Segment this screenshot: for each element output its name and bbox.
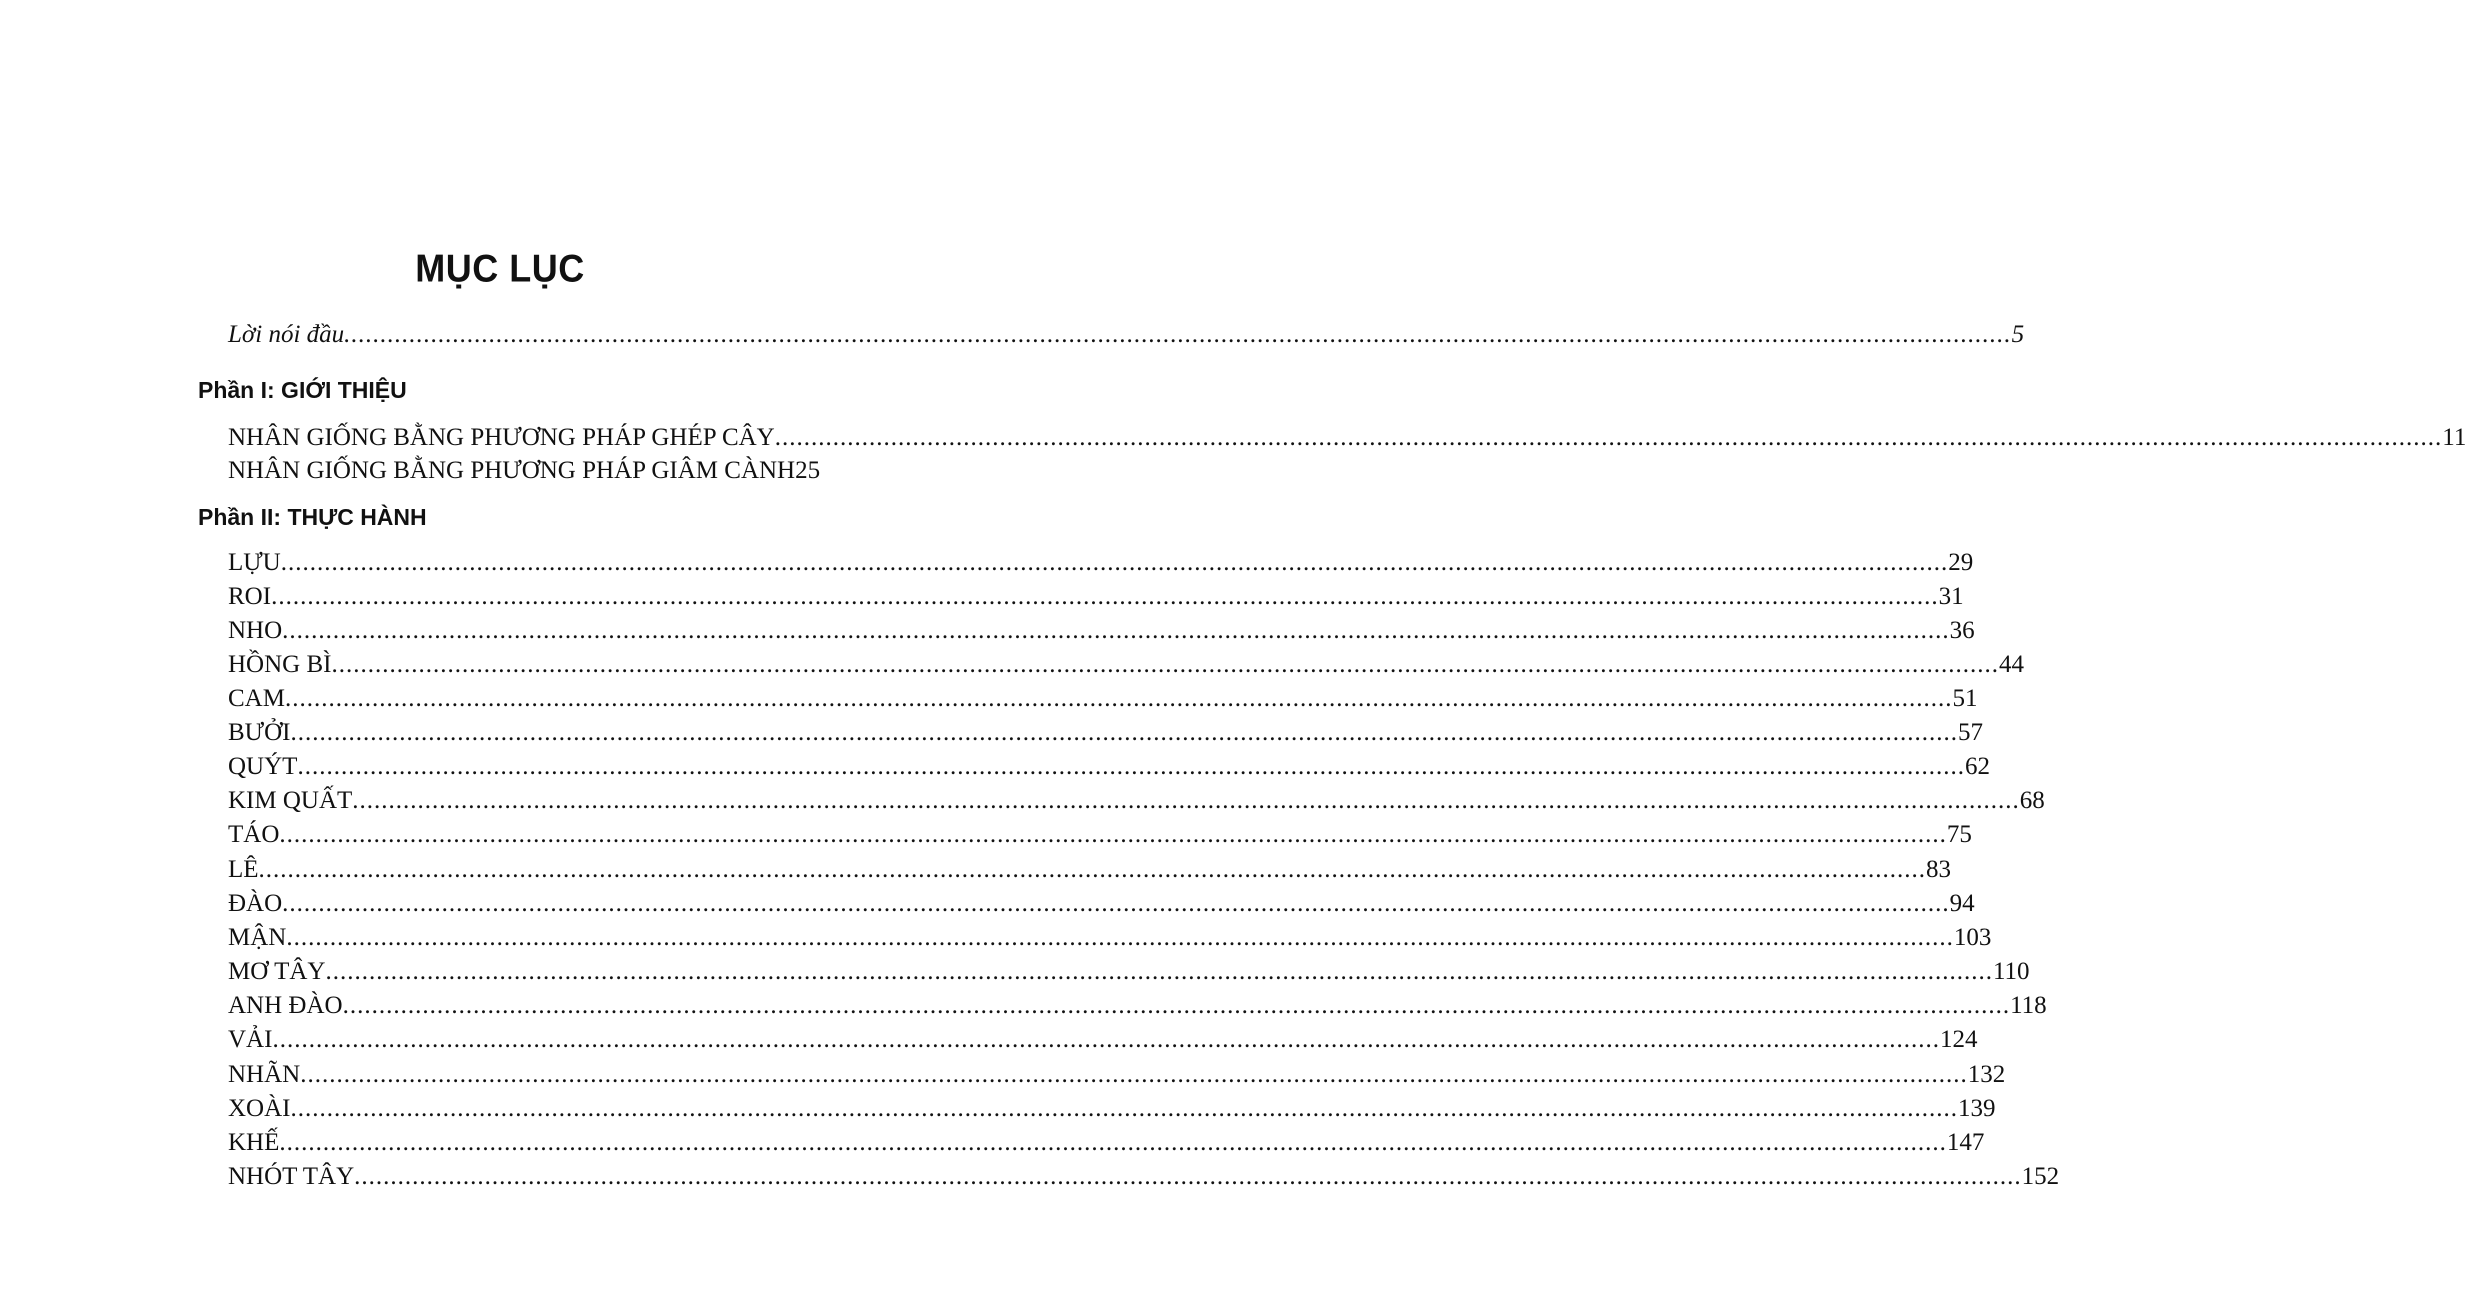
toc-leader-dots xyxy=(259,855,1927,885)
toc-entry-label: QUÝT xyxy=(228,753,298,780)
toc-leader-dots xyxy=(344,320,2012,350)
toc-entry-page: 31 xyxy=(1938,583,1964,610)
toc-entry-page: 139 xyxy=(1958,1095,1996,1122)
toc-entry[interactable] xyxy=(228,718,1983,748)
toc-leader-dots xyxy=(297,752,1965,782)
toc-entry-page: 29 xyxy=(1948,549,1974,576)
toc-entry[interactable] xyxy=(228,786,2045,816)
toc-entry-page: 11 xyxy=(2442,424,2466,451)
toc-entry-label: ĐÀO xyxy=(228,890,283,917)
toc-entry-page: 51 xyxy=(1952,685,1978,712)
part-heading-1: Phần I: GIỚI THIỆU xyxy=(198,377,407,403)
toc-entry[interactable] xyxy=(228,1025,1978,1055)
toc-entry[interactable] xyxy=(228,548,1974,578)
toc-leader-dots xyxy=(279,820,1947,850)
toc-entry-page: 118 xyxy=(2010,992,2047,1019)
toc-entry[interactable] xyxy=(228,423,2466,453)
toc-leader-dots xyxy=(285,684,1953,714)
toc-leader-dots xyxy=(286,923,1954,953)
toc-leader-dots xyxy=(290,718,1958,748)
toc-entry-page: 103 xyxy=(1953,924,1992,951)
toc-entry-preface[interactable] xyxy=(228,320,2025,350)
toc-entry[interactable] xyxy=(228,1094,1996,1124)
toc-entry-label: NHÂN GIỐNG BẰNG PHƯƠNG PHÁP GHÉP CÂY xyxy=(228,424,775,451)
toc-entry[interactable] xyxy=(228,957,2030,987)
toc-leader-dots xyxy=(775,423,2443,453)
toc-entry[interactable] xyxy=(228,1128,1985,1158)
toc-entry-label: KHẾ xyxy=(228,1129,280,1156)
toc-entry-page: 152 xyxy=(2021,1163,2060,1190)
toc-leader-dots xyxy=(282,616,1950,646)
toc-entry[interactable] xyxy=(228,650,2024,680)
toc-entry-label: XOÀI xyxy=(228,1095,291,1122)
toc-entry[interactable] xyxy=(228,456,821,486)
toc-entry-page: 94 xyxy=(1949,890,1975,917)
toc-entry[interactable] xyxy=(228,1162,2060,1192)
toc-entry[interactable] xyxy=(228,820,1972,850)
toc-entry-page: 5 xyxy=(2011,321,2025,348)
toc-entry-label: KIM QUẤT xyxy=(228,787,353,814)
toc-entry-label: LÊ xyxy=(228,856,259,883)
toc-entry-page: 44 xyxy=(1998,651,2024,678)
toc-entry-page: 57 xyxy=(1957,719,1983,746)
toc-leader-dots xyxy=(272,1025,1940,1055)
toc-leader-dots xyxy=(325,957,1993,987)
toc-entry-label: ANH ĐÀO xyxy=(228,992,343,1019)
toc-leader-dots xyxy=(354,1162,2022,1192)
toc-entry-page: 36 xyxy=(1949,617,1975,644)
toc-entry-label: CAM xyxy=(228,685,285,712)
toc-entry[interactable] xyxy=(228,923,1992,953)
toc-entry[interactable] xyxy=(228,1060,2006,1090)
toc-entry-page: 75 xyxy=(1946,821,1972,848)
toc-entry-label: VẢI xyxy=(228,1026,273,1053)
toc-entry-page: 124 xyxy=(1939,1026,1978,1053)
toc-entry[interactable] xyxy=(228,752,1990,782)
toc-leader-dots xyxy=(281,548,1949,578)
toc-entry-label: MƠ TÂY xyxy=(228,958,326,985)
toc-entry-label: NHO xyxy=(228,617,283,644)
part-heading-2: Phần II: THỰC HÀNH xyxy=(198,504,427,530)
toc-entry-label: NHÃN xyxy=(228,1061,301,1088)
toc-entry[interactable] xyxy=(228,889,1975,919)
toc-entry[interactable] xyxy=(228,855,1952,885)
toc-entry[interactable] xyxy=(228,582,1964,612)
toc-entry-page: 68 xyxy=(2019,787,2045,814)
toc-entry-label: BƯỞI xyxy=(228,719,291,746)
toc-entry[interactable] xyxy=(228,991,2047,1021)
toc-entry-label: LỰU xyxy=(228,549,281,576)
toc-leader-dots xyxy=(300,1060,1968,1090)
toc-entry-page: 132 xyxy=(1967,1061,2006,1088)
toc-entry-page: 110 xyxy=(1992,958,2030,985)
toc-leader-dots xyxy=(352,786,2020,816)
toc-entry-page: 147 xyxy=(1946,1129,1985,1156)
toc-leader-dots xyxy=(271,582,1939,612)
toc-entry-label: ROI xyxy=(228,583,272,610)
toc-entry[interactable] xyxy=(228,616,1975,646)
toc-leader-dots xyxy=(282,889,1950,919)
toc-leader-dots xyxy=(279,1128,1947,1158)
toc-entry-page: 62 xyxy=(1964,753,1990,780)
toc-entry-label: NHÓT TÂY xyxy=(228,1163,355,1190)
toc-leader-dots xyxy=(343,991,2011,1021)
toc-entry-page: 83 xyxy=(1926,856,1952,883)
toc-entry-label: NHÂN GIỐNG BẰNG PHƯƠNG PHÁP GIÂM CÀNH xyxy=(228,457,796,484)
toc-leader-dots xyxy=(331,650,1999,680)
toc-entry-label: MẬN xyxy=(228,924,287,951)
toc-leader-dots xyxy=(291,1094,1959,1124)
toc-entry-label: Lời nói đầu xyxy=(228,321,345,348)
toc-entry-label: HỒNG BÌ xyxy=(228,651,332,678)
page-title: MỤC LỤC xyxy=(415,246,585,291)
toc-entry[interactable] xyxy=(228,684,1978,714)
toc-entry-label: TÁO xyxy=(228,821,280,848)
toc-entry-page: 25 xyxy=(795,457,821,484)
